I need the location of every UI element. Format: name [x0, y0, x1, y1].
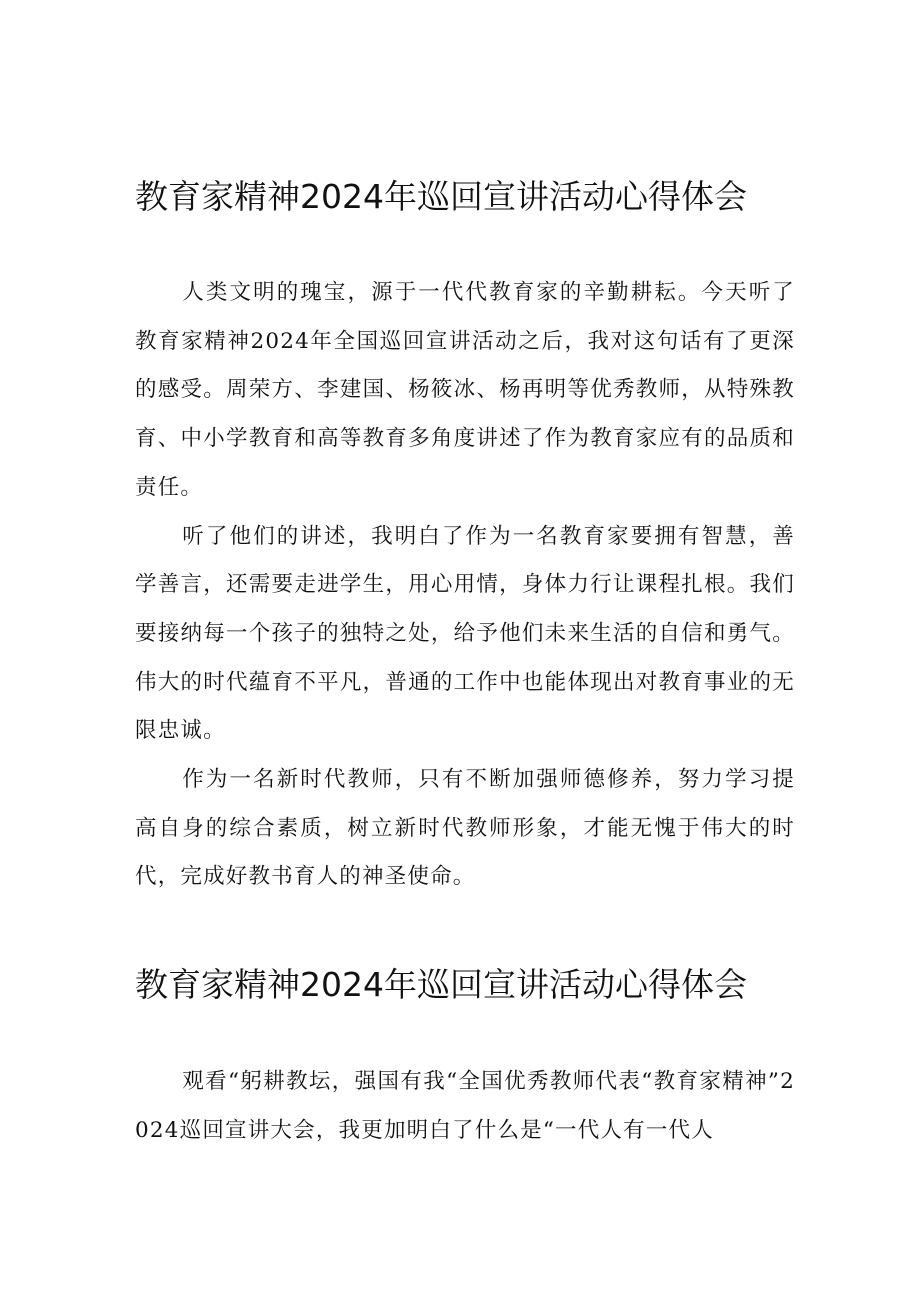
article-2-body — [135, 1058, 795, 1155]
article-1-title: 教育家精神2024年巡回宣讲活动心得体会 — [135, 177, 747, 216]
article-1-paragraph-3: 作为一名新时代教师，只有不断加强师德修养，努力学习提高自身的综合素质，树立新时代教师形象，才能无愧于伟大的时代，完成好教书育人的神圣使命。 — [135, 767, 795, 890]
article-1-paragraph-2: 听了他们的讲述，我明白了作为一名教育家要拥有智慧，善学善言，还需要走进学生，用心用情，身体力行让课程扎根。我们要接纳每一个孩子的独特之处，给予他们未来生活的自信和勇气。伟大的时代蕴育不平凡，普通的工作中也能体现出对教育事业的无限忠诚。 — [135, 523, 795, 744]
article-1-body — [135, 269, 795, 902]
article-2-paragraph-1: 观看“躬耕教坛，强国有我“全国优秀教师代表“教育家精神”2024巡回宣讲大会，我更加明白了什么是“一代人有一代人 — [135, 1069, 795, 1143]
article-2-title: 教育家精神2024年巡回宣讲活动心得体会 — [135, 965, 747, 1004]
article-1-paragraph-1: 人类文明的瑰宝，源于一代代教育家的辛勤耕耘。今天听了教育家精神2024年全国巡回宣讲活动之后，我对这句话有了更深的感受。周荣方、李建国、杨筱冰、杨再明等优秀教师，从特殊教育、中小学教育和高等教育多角度讲述了作为教育家应有的品质和责任。 — [135, 280, 795, 500]
